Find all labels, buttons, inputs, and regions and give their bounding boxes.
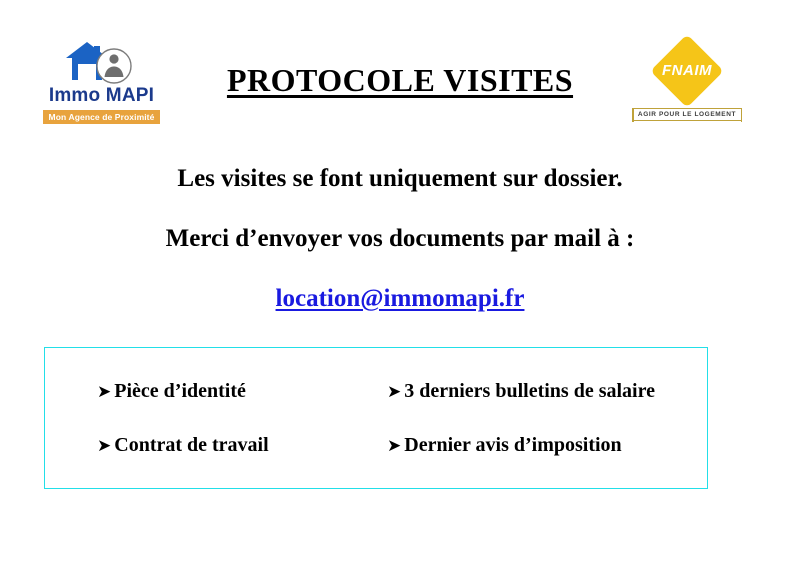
fnaim-logo-mark	[645, 36, 729, 106]
fnaim-slogan: AGIR POUR LE LOGEMENT	[632, 108, 742, 121]
fnaim-name: FNAIM	[662, 62, 712, 79]
immo-mapi-brand-text: Immo MAPI	[48, 85, 155, 106]
chevron-right-icon: ➤	[97, 435, 112, 456]
list-item	[97, 380, 387, 403]
list-item-label: Pièce d’identité	[114, 379, 246, 402]
body-line-2: Merci d’envoyer vos documents par mail à :	[165, 225, 635, 252]
body-line-1: Les visites se font uniquement sur dossier.	[177, 165, 623, 192]
required-documents-box	[44, 347, 708, 489]
list-item	[387, 380, 707, 403]
document-body	[0, 164, 800, 314]
immo-mapi-tagline: Mon Agence de Proximité	[43, 110, 161, 124]
page-title: PROTOCOLE VISITES	[226, 62, 574, 98]
list-item-label: 3 derniers bulletins de salaire	[404, 379, 655, 402]
list-item-label: Contrat de travail	[114, 433, 269, 456]
chevron-right-icon: ➤	[387, 381, 402, 402]
list-item	[387, 434, 707, 457]
list-item-label: Dernier avis d’imposition	[404, 433, 622, 456]
fnaim-logo	[632, 36, 742, 121]
list-item	[97, 434, 387, 457]
chevron-right-icon: ➤	[97, 381, 112, 402]
chevron-right-icon: ➤	[387, 435, 402, 456]
contact-email-link[interactable]: location@immomapi.fr	[275, 285, 525, 312]
document-header	[0, 0, 800, 140]
